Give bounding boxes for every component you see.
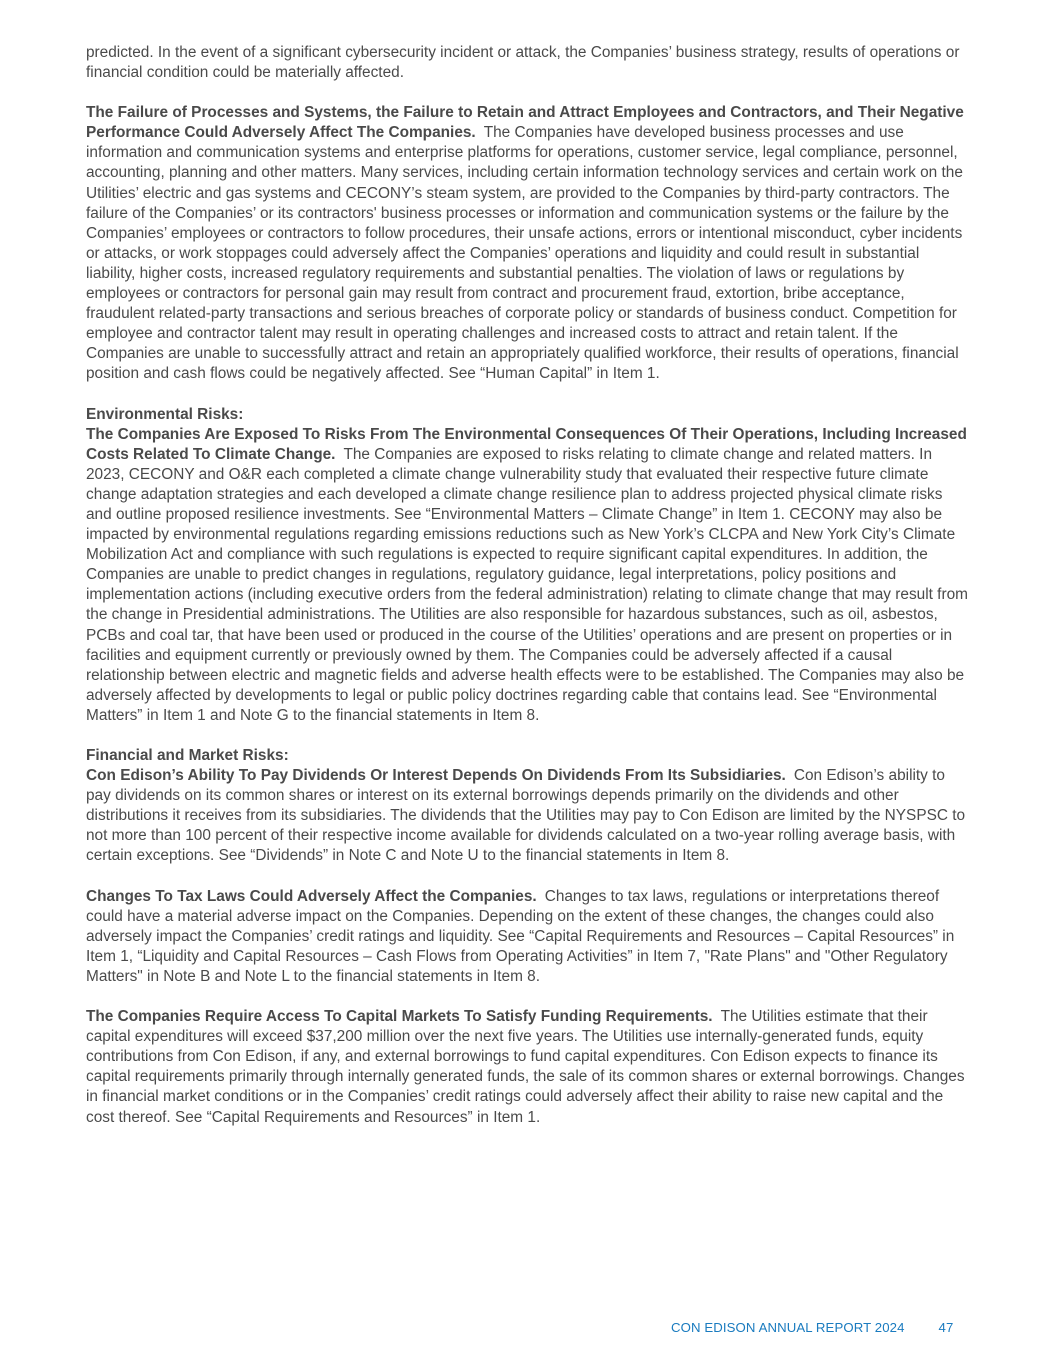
- environmental-risk-paragraph: [86, 425, 971, 726]
- failure-risk-lead: The Failure of Processes and Systems, the Failure to Retain and Attract Employees and Contractors, and Their Negative Performance Could Adversely Affect The Companies.: [86, 104, 964, 142]
- intro-paragraph: predicted. In the event of a significant cybersecurity incident or attack, the Companies’ business strategy, results of operations or financial condition could be materially affected.: [86, 44, 960, 82]
- tax-risk-lead: Changes To Tax Laws Could Adversely Affect the Companies.: [86, 887, 537, 905]
- page-footer: [671, 1320, 953, 1335]
- environmental-heading: Environmental Risks:: [86, 405, 244, 423]
- failure-risk-body: The Companies have developed business processes and use information and communication systems and enterprise platforms for operations, customer service, legal compliance, personnel, accounting, planning and other matters. Many services, including certain information technology services and certain work on the Utilities’ electric and gas systems and CECONY’s steam system, are provided to the Companies by third-party contractors. The failure of the Companies’ or its contractors' business processes or information and communication systems or the failure by the Companies’ employees or contractors to follow procedures, their unsafe actions, errors or intentional misconduct, cyber incidents or attacks, or work stoppages could adversely affect the Companies’ operations and liquidity and could result in substantial liability, higher costs, increased regulatory requirements and substantial penalties. The violation of laws or regulations by employees or contractors for personal gain may result from contract and procurement fraud, extortion, bribe acceptance, fraudulent related-party transactions and serious breaches of corporate policy or standards of business conduct. Competition for employee and contractor talent may result in operating challenges and increased costs to attract and retain talent. If the Companies are unable to successfully attract and retain an appropriately qualified workforce, their results of operations, financial position and cash flows could be negatively affected. See “Human Capital” in Item 1.: [86, 124, 963, 383]
- page-number: 47: [938, 1320, 954, 1335]
- failure-risk-paragraph: [86, 103, 971, 384]
- dividends-risk-paragraph: [86, 766, 971, 866]
- dividends-risk-lead: Con Edison’s Ability To Pay Dividends Or Interest Depends On Dividends From Its Subsidiaries.: [86, 767, 786, 785]
- document-body: [86, 43, 971, 1148]
- dividends-risk-body: Con Edison’s ability to pay dividends on its common shares or interest on its external borrowings depends primarily on the dividends and other distributions it receives from its subsidiaries. The dividends that the Utilities may pay to Con Edison are limited by the NYSPSC to not more than 100 percent of their respective income available for dividends calculated on a two-year rolling average basis, with certain exceptions. See “Dividends” in Note C and Note U to the financial statements in Item 8.: [86, 767, 966, 865]
- environmental-risk-lead: The Companies Are Exposed To Risks From The Environmental Consequences Of Their Operations, Including Increased Costs Related To Climate Change.: [86, 425, 967, 463]
- environmental-risk-body: The Companies are exposed to risks relating to climate change and related matters. In 2023, CECONY and O&R each completed a climate change vulnerability study that evaluated their respective future climate change adaptation strategies and each developed a climate change resilience plan to address projected physical climate risks and outline proposed resilience investments. See “Environmental Matters – Climate Change” in Item 1. CECONY may also be impacted by environmental regulations regarding emissions reductions such as New York’s CLCPA and New York City’s Climate Mobilization Act and compliance with such regulations is expected to require significant capital expenditures. In addition, the Companies are unable to predict changes in regulations, regulatory guidance, legal interpretations, policy positions and implementation actions (including executive orders from the federal administration) relating to climate change that may result from the change in Presidential administrations. The Utilities are also responsible for hazardous substances, such as oil, asbestos, PCBs and coal tar, that have been used or produced in the course of the Utilities’ operations and are present on properties or in facilities and equipment currently or previously owned by them. The Companies could be adversely affected if a causal relationship between electric and magnetic fields and adverse health effects were to be established. The Companies may also be adversely affected by developments to legal or public policy doctrines regarding cable that contains lead. See “Environmental Matters” in Item 1 and Note G to the financial statements in Item 8.: [86, 445, 968, 724]
- capital-risk-body: The Utilities estimate that their capital expenditures will exceed $37,200 million over the next five years. The Utilities use internally-generated funds, equity contributions from Con Edison, if any, and external borrowings to fund capital expenditures. Con Edison expects to finance its capital requirements primarily through internally generated funds, the sale of its common shares or external borrowings. Changes in financial market conditions or in the Companies’ credit ratings could adversely affect their ability to raise new capital and the cost thereof. See “Capital Requirements and Resources” in Item 1.: [86, 1008, 965, 1126]
- tax-risk-body: Changes to tax laws, regulations or interpretations thereof could have a material adverse impact on the Companies. Depending on the extent of these changes, the changes could also adversely impact the Companies’ credit ratings and liquidity. See “Capital Requirements and Resources – Capital Resources” in Item 1, “Liquidity and Capital Resources – Cash Flows from Operating Activities” in Item 7, "Rate Plans" and "Other Regulatory Matters" in Note B and Note L to the financial statements in Item 8.: [86, 887, 955, 985]
- financial-heading: Financial and Market Risks:: [86, 747, 289, 764]
- report-title: CON EDISON ANNUAL REPORT 2024: [671, 1320, 905, 1335]
- tax-risk-paragraph: [86, 887, 971, 987]
- capital-risk-paragraph: [86, 1007, 971, 1128]
- capital-risk-lead: The Companies Require Access To Capital Markets To Satisfy Funding Requirements.: [86, 1008, 713, 1026]
